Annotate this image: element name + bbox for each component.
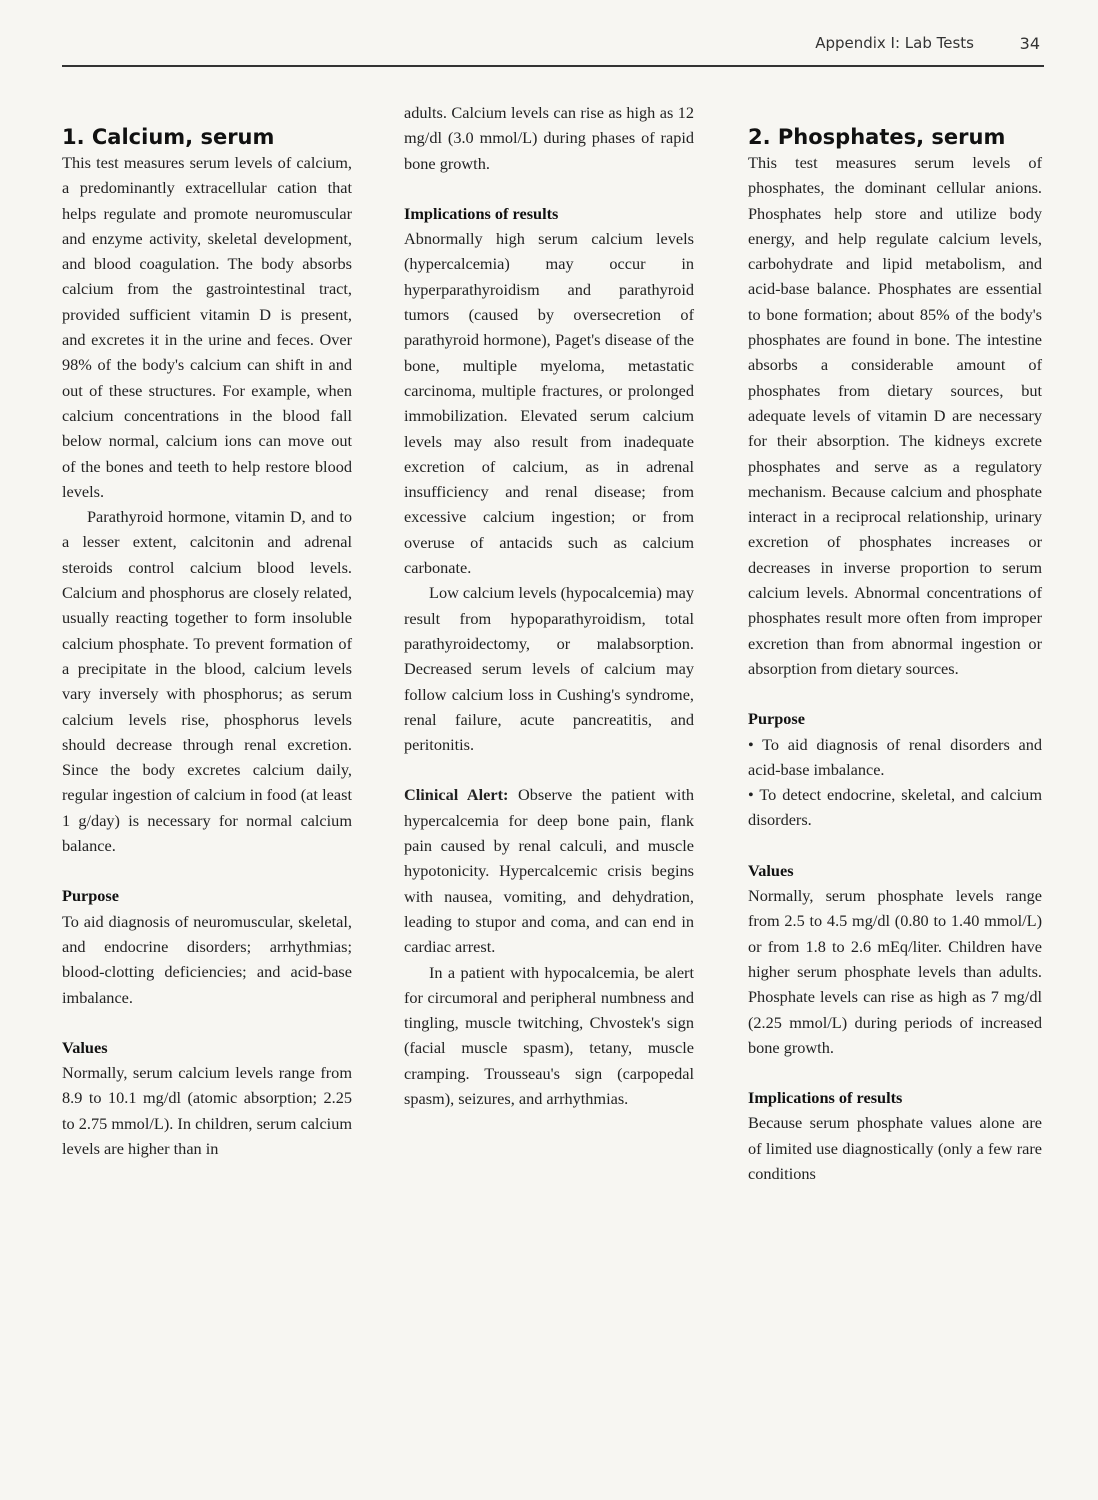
hypercalcemia-paragraph: Abnormally high serum calcium levels (hypercalcemia) may occur in hyperparathyroidism and parathyroid tumors (caused by oversecretion of parathyroid hormone), Paget's disease of the bone, multiple myeloma, metastatic carcinoma, multiple fractures, or prolonged immobilization. Elevated serum calcium levels may also result from inadequate excretion of calcium, as in adrenal insufficiency and renal disease; from excessive calcium ingestion; or from overuse of antacids such as calcium carbonate. xyxy=(404,229,694,578)
phosphates-implications-heading: Implications of results xyxy=(748,1088,903,1108)
clinical-alert xyxy=(404,782,694,959)
phosphates-values-text: Normally, serum phosphate levels range from 2.5 to 4.5 mg/dl (0.80 to 1.40 mmol/L) or from 1.8 to 2.6 mEq/liter. Children have higher serum phosphate levels than adults. Phosphate levels can rise as high as 7 mg/dl (2.25 mmol/L) during periods of increased bone growth. xyxy=(748,886,1042,1057)
calcium-values-heading: Values xyxy=(62,1037,108,1057)
calcium-values-continued: adults. Calcium levels can rise as high as 12 mg/dl (3.0 mmol/L) during phases of rapid bone growth. xyxy=(404,103,694,173)
phosphates-purpose-item: • To detect endocrine, skeletal, and calcium disorders. xyxy=(748,785,1042,830)
clinical-alert-text: Observe the patient with hypercalcemia for deep bone pain, flank pain caused by renal calculi, and muscle hypotonicity. Hypercalcemic crisis begins with nausea, vomiting, and dehydration, leading to stupor and coma, and can end in cardiac arrest. xyxy=(404,785,694,957)
section-heading-calcium: 1. Calcium, serum xyxy=(62,125,275,149)
phosphates-values-heading: Values xyxy=(748,860,794,880)
running-title: Appendix I: Lab Tests xyxy=(815,34,974,52)
column-3 xyxy=(748,124,1042,1186)
phosphates-purpose-item: • To aid diagnosis of renal disorders and acid-base imbalance. xyxy=(748,734,1042,779)
page-number: 34 xyxy=(1019,34,1040,53)
hypocalcemia-paragraph: Low calcium levels (hypocalcemia) may result from hypoparathyroidism, total parathyroidectomy, or malabsorption. Decreased serum levels of calcium may follow calcium loss in Cushing's syndrome, renal failure, acute pancreatitis, and peritonitis. xyxy=(404,583,694,755)
calcium-intro-paragraph: This test measures serum levels of calcium, a predominantly extracellular cation that helps regulate and promote neuromuscular and enzyme activity, skeletal development, and blood coagulation. The body absorbs calcium from the gastrointestinal tract, provided sufficient vitamin D is present, and excretes it in the urine and feces. Over 98% of the body's calcium can shift in and out of these structures. For example, when calcium concentrations in the blood fall below normal, calcium ions can move out of the bones and teeth to help restore blood levels. xyxy=(62,153,352,501)
calcium-regulation-paragraph: Parathyroid hormone, vitamin D, and to a lesser extent, calcitonin and adrenal steroids control calcium blood levels. Calcium and phosphorus are closely related, usually reacting together to form insoluble calcium phosphate. To prevent formation of a precipitate in the blood, calcium levels vary inversely with phosphorus; as serum calcium levels rise, phosphorus levels should decrease through renal excretion. Since the body excretes calcium daily, regular ingestion of calcium in food (at least 1 g/day) is necessary for normal calcium balance. xyxy=(62,507,352,856)
hypocalcemia-alert-paragraph: In a patient with hypocalcemia, be alert for circumoral and peripheral numbness and tingling, muscle twitching, Chvostek's sign (facial muscle spasm), tetany, muscle cramping. Trousseau's sign (carpopedal spasm), seizures, and arrhythmias. xyxy=(404,962,694,1108)
phosphates-purpose-heading: Purpose xyxy=(748,709,805,729)
column-1 xyxy=(62,124,352,1161)
page-header xyxy=(62,30,1042,56)
column-2 xyxy=(404,100,694,1111)
phosphates-intro-paragraph: This test measures serum levels of phosphates, the dominant cellular anions. Phosphates help store and utilize body energy, and help regulate calcium levels, carbohydrate and lipid metabolism, and acid-base balance. Phosphates are essential to bone formation; about 85% of the body's phosphates are found in bone. The intestine absorbs a considerable amount of phosphates from dietary sources, but adequate levels of vitamin D are necessary for their absorption. The kidneys excrete phosphates and serve as a regulatory mechanism. Because calcium and phosphate interact in a reciprocal relationship, urinary excretion of phosphates increases or decreases in inverse proportion to serum calcium levels. Abnormal concentrations of phosphates result more often from improper excretion than from abnormal ingestion or absorption from dietary sources. xyxy=(748,153,1042,678)
header-rule xyxy=(62,65,1044,67)
calcium-purpose-heading: Purpose xyxy=(62,886,119,906)
clinical-alert-label: Clinical Alert: xyxy=(404,785,509,805)
section-heading-phosphates: 2. Phosphates, serum xyxy=(748,125,1006,149)
phosphates-implications-text: Because serum phosphate values alone are of limited use diagnostically (only a few rare conditions xyxy=(748,1113,1042,1183)
calcium-implications-heading: Implications of results xyxy=(404,203,559,223)
calcium-values-text: Normally, serum calcium levels range from 8.9 to 10.1 mg/dl (atomic absorption; 2.25 to 2.75 mmol/L). In children, serum calcium levels are higher than in xyxy=(62,1063,352,1158)
calcium-purpose-text: To aid diagnosis of neuromuscular, skeletal, and endocrine disorders; arrhythmias; blood-clotting deficiencies; and acid-base imbalance. xyxy=(62,911,352,1007)
